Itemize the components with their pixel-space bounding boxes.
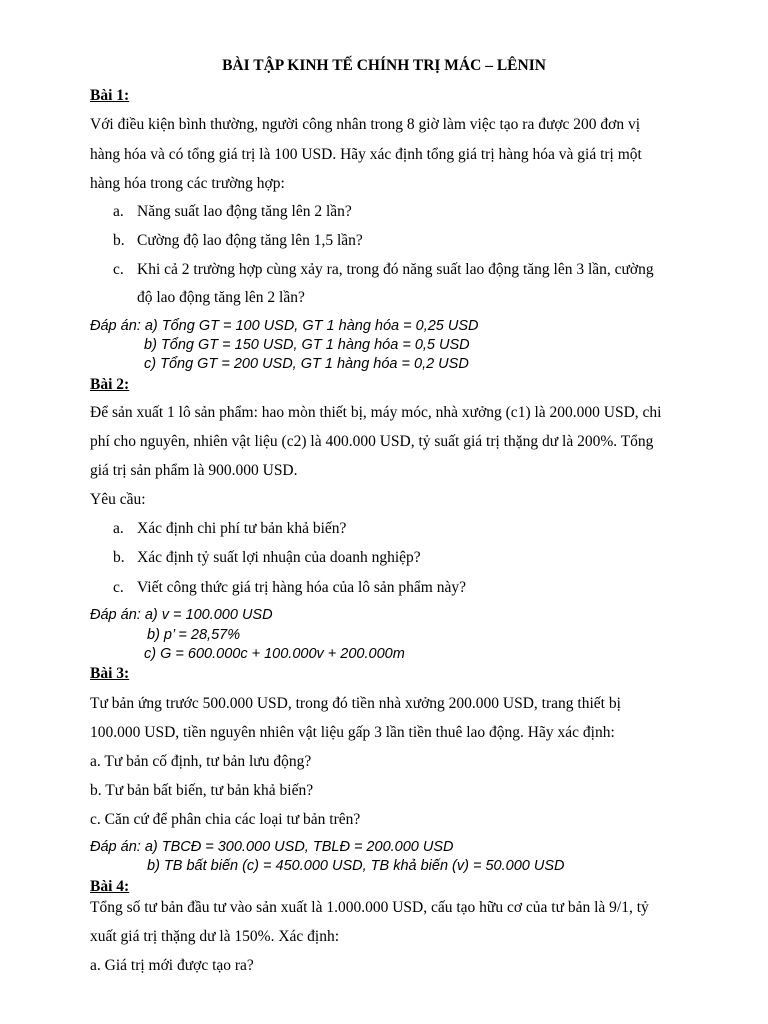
answer-line: b) p’ = 28,57%: [147, 627, 241, 643]
exercise-2-heading: Bài 2:: [90, 376, 130, 393]
list-marker: c.: [113, 579, 124, 596]
answer-line: Đáp án: a) v = 100.000 USD: [90, 607, 273, 623]
list-item: Khi cả 2 trường hợp cùng xảy ra, trong đó năng suất lao động tăng lên 3 lần, cường: [137, 261, 654, 278]
list-item: Xác định chi phí tư bản khả biến?: [137, 520, 347, 537]
answer-line: b) Tổng GT = 150 USD, GT 1 hàng hóa = 0,5 USD: [144, 337, 470, 353]
list-marker: c.: [113, 261, 124, 278]
exercise-2-text: giá trị sản phẩm là 900.000 USD.: [90, 462, 298, 479]
exercise-2-request: Yêu cầu:: [90, 491, 146, 508]
list-item: b. Tư bản bất biến, tư bản khả biến?: [90, 782, 314, 799]
list-marker: a.: [113, 520, 124, 537]
exercise-1-text: Với điều kiện bình thường, người công nhân trong 8 giờ làm việc tạo ra được 200 đơn vị: [90, 116, 641, 133]
list-item: Xác định tỷ suất lợi nhuận của doanh nghiệp?: [137, 549, 421, 566]
exercise-2-text: Để sản xuất 1 lô sản phẩm: hao mòn thiết bị, máy móc, nhà xưởng (c1) là 200.000 USD, chi: [90, 404, 662, 421]
exercise-3-text: 100.000 USD, tiền nguyên nhiên vật liệu gấp 3 lần tiền thuê lao động. Hãy xác định:: [90, 724, 615, 741]
list-item: Viết công thức giá trị hàng hóa của lô sản phẩm này?: [137, 579, 466, 596]
exercise-1-text: hàng hóa trong các trường hợp:: [90, 175, 285, 192]
document-title: BÀI TẬP KINH TẾ CHÍNH TRỊ MÁC – LÊNIN: [222, 57, 546, 74]
exercise-4-text: Tổng số tư bản đầu tư vào sản xuất là 1.000.000 USD, cấu tạo hữu cơ của tư bản là 9/1, tỷ: [90, 899, 649, 916]
list-item: Năng suất lao động tăng lên 2 lần?: [137, 203, 352, 220]
answer-line: c) G = 600.000c + 100.000v + 200.000m: [144, 646, 405, 662]
exercise-2-text: phí cho nguyên, nhiên vật liệu (c2) là 400.000 USD, tỷ suất giá trị thặng dư là 200%. Tổng: [90, 433, 654, 450]
exercise-3-heading: Bài 3:: [90, 665, 130, 682]
list-marker: a.: [113, 203, 124, 220]
list-marker: b.: [113, 232, 125, 249]
exercise-4-heading: Bài 4:: [90, 878, 130, 895]
exercise-3-text: Tư bản ứng trước 500.000 USD, trong đó tiền nhà xưởng 200.000 USD, trang thiết bị: [90, 695, 621, 712]
list-item: Cường độ lao động tăng lên 1,5 lần?: [137, 232, 363, 249]
list-marker: b.: [113, 549, 125, 566]
answer-line: Đáp án: a) Tổng GT = 100 USD, GT 1 hàng hóa = 0,25 USD: [90, 318, 479, 334]
exercise-4-text: xuất giá trị thặng dư là 150%. Xác định:: [90, 928, 340, 945]
answer-line: c) Tổng GT = 200 USD, GT 1 hàng hóa = 0,2 USD: [144, 356, 469, 372]
list-item: a. Giá trị mới được tạo ra?: [90, 957, 254, 974]
list-item: a. Tư bản cố định, tư bản lưu động?: [90, 753, 312, 770]
exercise-1-text: hàng hóa và có tổng giá trị là 100 USD. Hãy xác định tổng giá trị hàng hóa và giá trị một: [90, 146, 642, 163]
answer-line: Đáp án: a) TBCĐ = 300.000 USD, TBLĐ = 200.000 USD: [90, 839, 454, 855]
list-item-continuation: độ lao động tăng lên 2 lần?: [137, 289, 305, 306]
answer-line: b) TB bất biến (c) = 450.000 USD, TB khả biến (v) = 50.000 USD: [147, 858, 565, 874]
exercise-1-heading: Bài 1:: [90, 87, 130, 104]
list-item: c. Căn cứ để phân chia các loại tư bản trên?: [90, 811, 361, 828]
